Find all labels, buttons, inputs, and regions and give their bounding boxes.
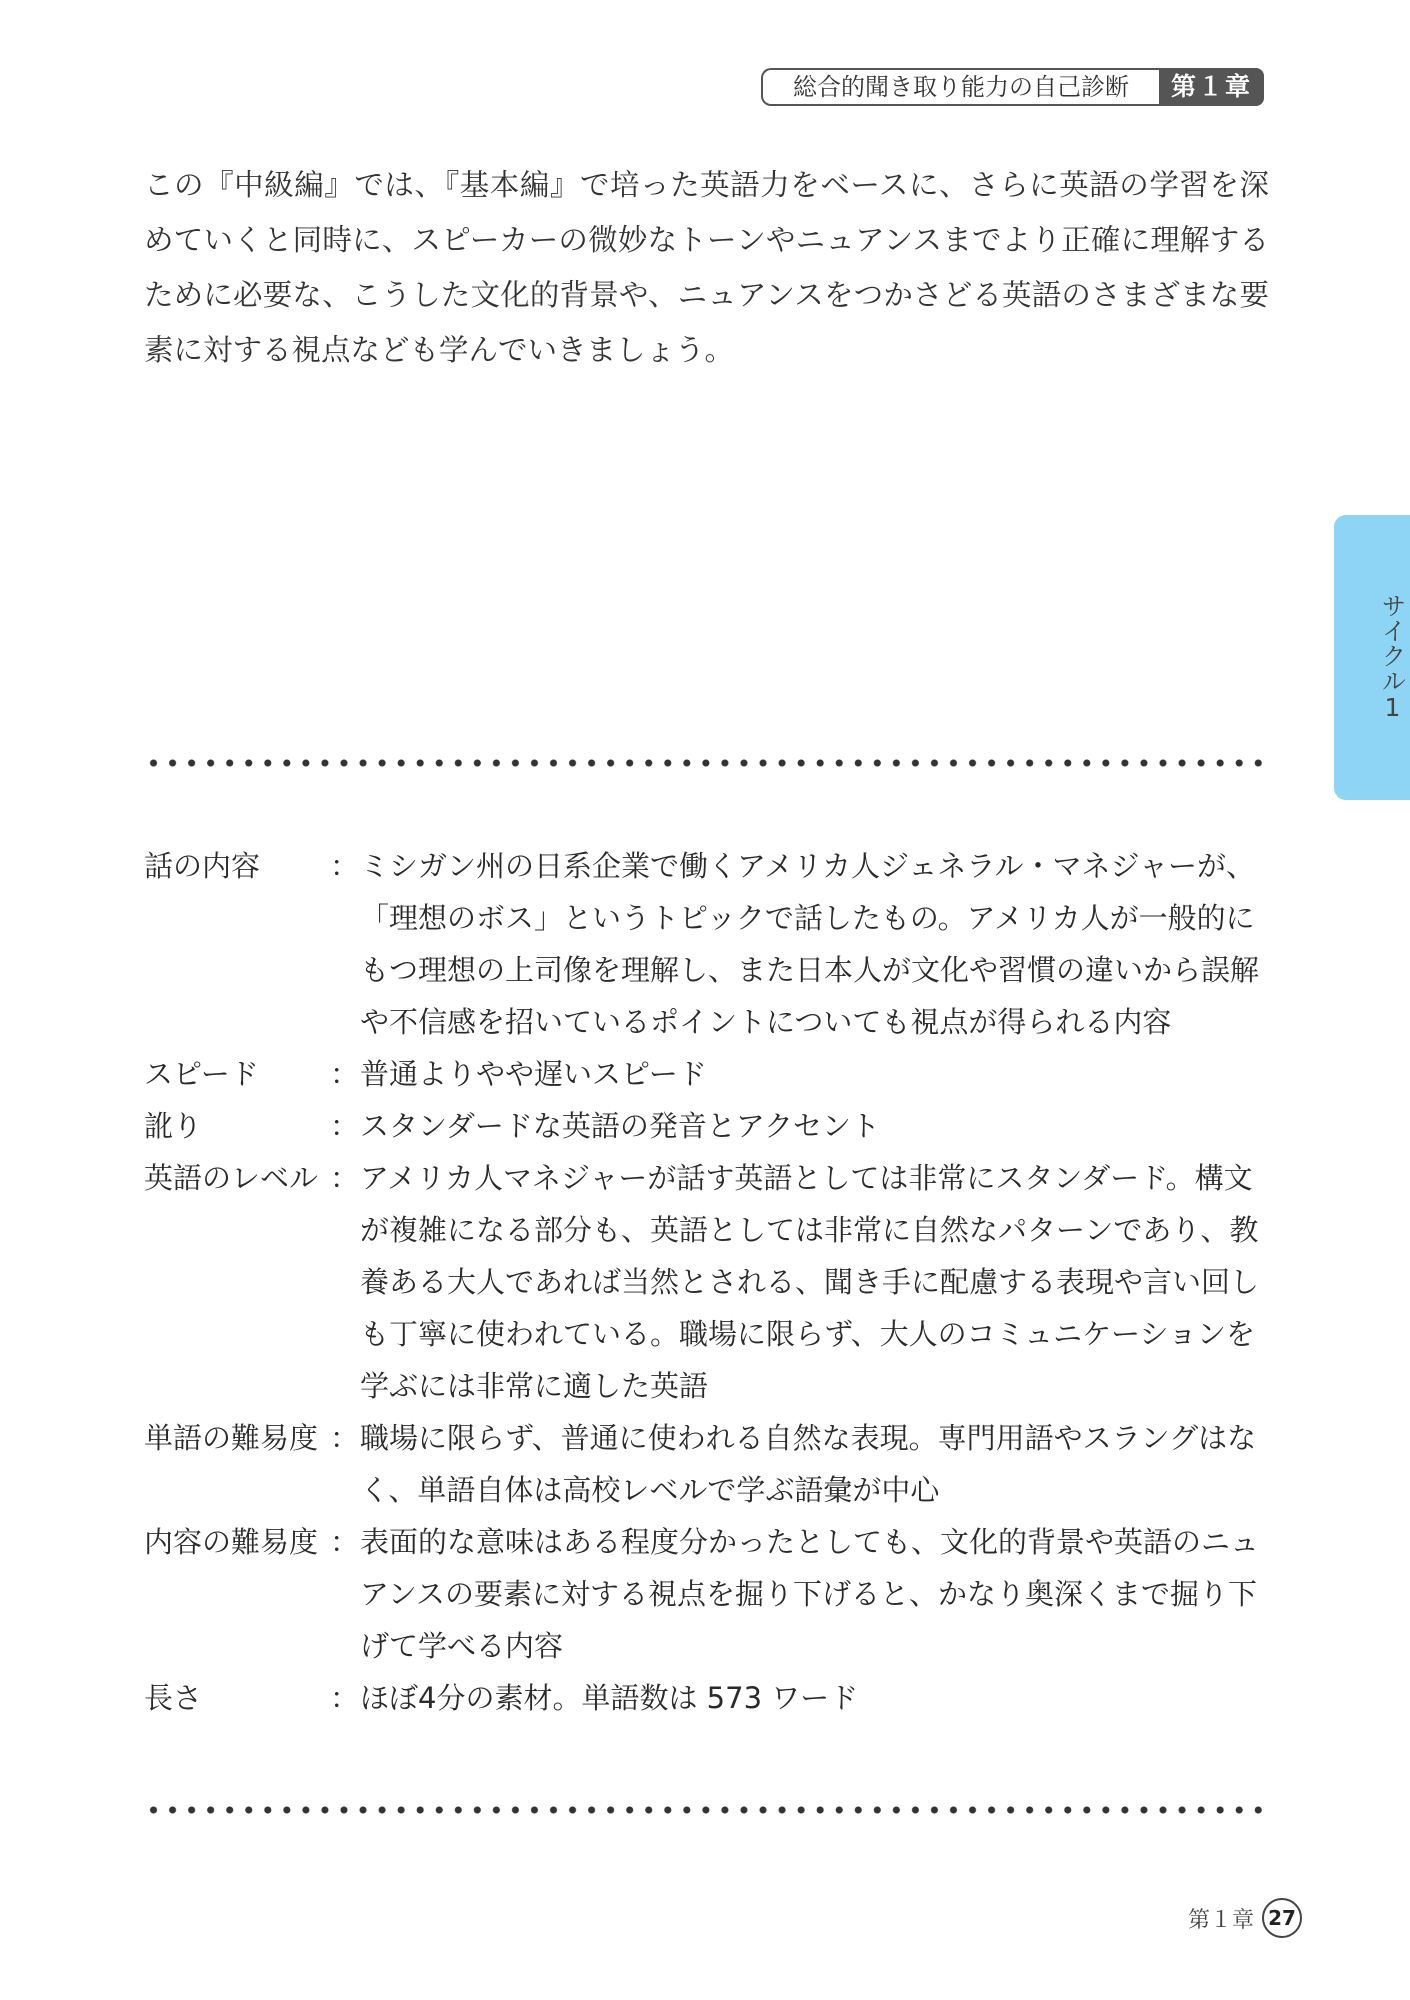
footer-chapter: 第１章: [1187, 1907, 1254, 1933]
info-value: スタンダードな英語の発音とアクセント: [360, 1109, 880, 1143]
info-label: 訛り: [144, 1109, 203, 1143]
info-row-speed: [144, 1048, 1269, 1100]
chapter-tag: 第１章: [1159, 68, 1264, 106]
info-value: ほぼ4分の素材。単語数は 573 ワード: [360, 1681, 859, 1715]
section-title: 総合的聞き取り能力の自己診断: [761, 68, 1159, 106]
dotted-divider-bottom: [144, 1805, 1269, 1815]
side-tab-label: サイクル1: [1378, 593, 1407, 722]
info-label: 長さ: [144, 1681, 203, 1715]
page-number: 27: [1262, 1898, 1302, 1938]
info-colon: ：: [330, 849, 360, 883]
side-tab: [1334, 515, 1410, 800]
intro-paragraph: この『中級編』では、『基本編』で培った英語力をベースに、さらに英語の学習を深めていくと同時に、スピーカーの微妙なトーンやニュアンスまでより正確に理解するために必要な、こうした文化的背景や、ニュアンスをつかさどる英語のさまざまな要素に対する視点なども学んでいきましょう。: [144, 168, 1269, 367]
info-row-content-difficulty: [144, 1516, 1269, 1672]
material-info-list: [144, 840, 1269, 1724]
info-colon: ：: [330, 1057, 360, 1091]
info-colon: ：: [330, 1525, 360, 1559]
info-colon: ：: [330, 1161, 360, 1195]
dotted-divider-top: [144, 758, 1269, 768]
info-label: 単語の難易度: [144, 1421, 319, 1455]
info-colon: ：: [330, 1681, 360, 1715]
info-row-length: [144, 1672, 1269, 1724]
page-footer: [1188, 1898, 1302, 1938]
info-row-english-level: [144, 1152, 1269, 1412]
info-colon: ：: [330, 1421, 360, 1455]
info-value: 普通よりやや遅いスピード: [360, 1057, 707, 1091]
info-value: アメリカ人マネジャーが話す英語としては非常にスタンダード。構文が複雑になる部分も、英語としては非常に自然なパターンであり、教養ある大人であれば当然とされる、聞き手に配慮する表現や言い回しも丁寧に使われている。職場に限らず、大人のコミュニケーションを学ぶには非常に適した英語: [360, 1161, 1260, 1403]
info-value: 表面的な意味はある程度分かったとしても、文化的背景や英語のニュアンスの要素に対する視点を掘り下げると、かなり奥深くまで掘り下げて学べる内容: [360, 1525, 1260, 1663]
info-value: ミシガン州の日系企業で働くアメリカ人ジェネラル・マネジャーが、「理想のボス」というトピックで話したもの。アメリカ人が一般的にもつ理想の上司像を理解し、また日本人が文化や習慣の違いから誤解や不信感を招いているポイントについても視点が得られる内容: [360, 849, 1260, 1039]
info-label: スピード: [144, 1057, 259, 1091]
info-label: 英語のレベル: [144, 1161, 319, 1195]
info-value: 職場に限らず、普通に使われる自然な表現。専門用語やスラングはなく、単語自体は高校レベルで学ぶ語彙が中心: [360, 1421, 1257, 1507]
info-colon: ：: [330, 1109, 360, 1143]
info-row-accent: [144, 1100, 1269, 1152]
info-row-content: [144, 840, 1269, 1048]
info-label: 話の内容: [144, 849, 261, 883]
info-label: 内容の難易度: [144, 1525, 319, 1559]
info-row-vocab-difficulty: [144, 1412, 1269, 1516]
running-header: [761, 68, 1264, 106]
